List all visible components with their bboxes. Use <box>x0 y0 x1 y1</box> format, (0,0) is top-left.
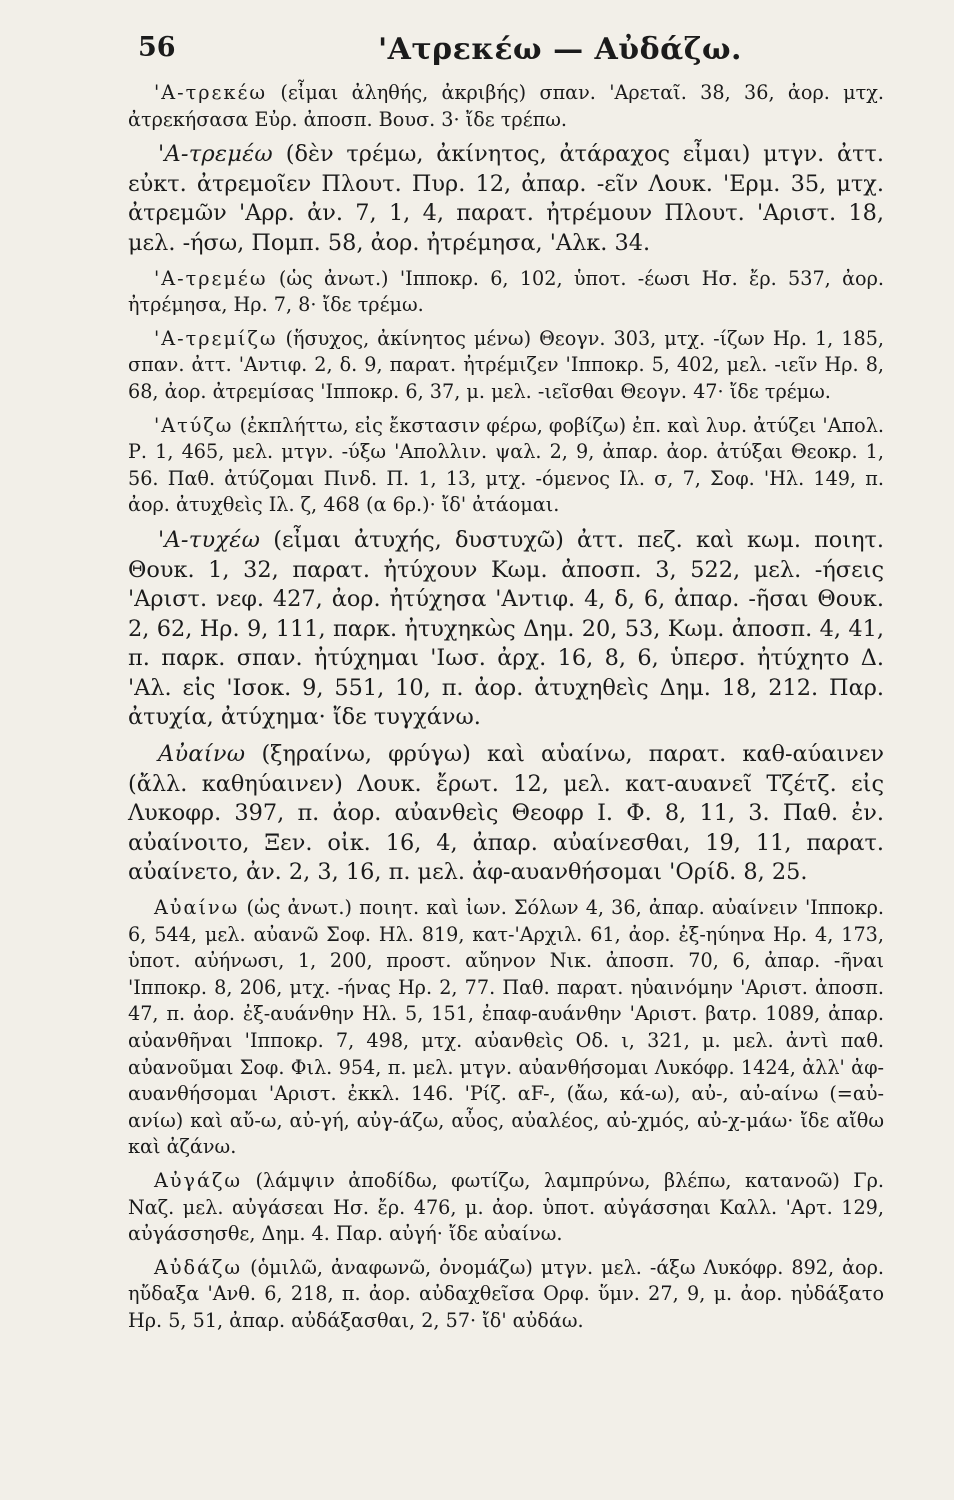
entry-body: (ἥσυχος, ἀκίνητος μένω) Θεογν. 303, μτχ. -ίζων Ηρ. 1, 185, σπαν. ἀττ. 'Αντιφ. 2, δ. 9, παρατ. ἠτρέμιζεν 'Ιπποκρ. 5, 402, μελ. -ιεῖν Ηρ. 8, 68, ἀορ. ἀτρεμίσας 'Ιπποκρ. 6, 37, μ. μελ. -ιεῖσθαι Θεογν. 47· ἴδε τρέμω. <box>128 326 884 403</box>
entry-headword: 'Α-τυχέω <box>158 526 261 553</box>
running-head: 'Ατρεκέω — Αὐδάζω. <box>378 32 742 67</box>
entry-body: (λάμψιν ἀποδίδω, φωτίζω, λαμπρύνω, βλέπω, κατανοῶ) Γρ. Ναζ. μελ. αὐγάσεαι Ησ. ἔρ. 476, μ. ἀορ. ὑποτ. αὐγάσσηαι Καλλ. 'Αρτ. 129, αὐγάσσησθε, Δημ. 4. Παρ. αὐγή· ἴδε αὐαίνω. <box>128 1168 884 1246</box>
entry-atycheo <box>128 526 884 733</box>
entry-headword: 'Α-τρεκέω <box>154 81 268 104</box>
entry-atyzo <box>128 413 884 519</box>
entry-atremizo <box>128 326 884 406</box>
entry-body: (ἐκπλήττω, εἰς ἔκστασιν φέρω, φοβίζω) ἐπ. καὶ λυρ. ἀτύζει 'Απολ. Ρ. 1, 465, μελ. μτγν. -ύξω 'Απολλιν. ψαλ. 2, 9, ἀπαρ. ἀορ. ἀτύξαι Θεοκρ. 1, 56. Παθ. ἀτύζομαι Πινδ. Π. 1, 13, μτχ. -όμενος Ιλ. σ, 7, Σοφ. 'Ηλ. 149, π. ἀορ. ἀτυχθεὶς Ιλ. ζ, 468 (α 6ρ.)· ἴδ' ἀτάομαι. <box>128 413 884 517</box>
page-number: 56 <box>138 32 176 63</box>
entries-list <box>128 80 884 1335</box>
entry-body: (ξηραίνω, φρύγω) καὶ αὑαίνω, παρατ. καθ-αύαινεν (ἄλλ. καθηύαινεν) Λουκ. ἔρωτ. 12, μελ. κατ-αυανεῖ Τζέτζ. εἰς Λυκοφρ. 397, π. ἀορ. αὐανθεὶς Θεοφρ Ι. Φ. 8, 11, 3. Παθ. ἐν. αὐαίνοιτο, Ξεν. οἰκ. 16, 4, ἀπαρ. αὐαίνεσθαι, 19, 11, παρατ. αὐαίνετο, ἀν. 2, 3, 16, π. μελ. ἀφ-αυανθήσομαι 'Ορίδ. 8, 25. <box>128 741 884 886</box>
entry-augazo <box>128 1168 884 1248</box>
entry-auaino-1 <box>128 740 884 888</box>
entry-body: (ὁμιλῶ, ἀναφωνῶ, ὀνομάζω) μτγν. μελ. -άξω Λυκόφρ. 892, ἀορ. ηὔδαξα 'Ανθ. 6, 218, π. ἀορ. αὐδαχθεῖσα Ορφ. ὕμν. 27, 9, μ. ἀορ. ηὐδάξατο Ηρ. 5, 51, ἀπαρ. αὐδάξασθαι, 2, 57· ἴδ' αὐδάω. <box>128 1255 884 1332</box>
entry-headword: Αὐαίνω <box>154 896 240 920</box>
entry-headword: Αὐαίνω <box>158 741 246 768</box>
entry-headword: Αὐδάζω <box>154 1255 243 1279</box>
entry-atremeo-1 <box>128 140 884 258</box>
entry-headword: 'Α-τρεμίζω <box>154 326 278 350</box>
entry-body: (ὡς ἀνωτ.) ποιητ. καὶ ἰων. Σόλων 4, 36, ἀπαρ. αὐαίνειν 'Ιπποκρ. 6, 544, μελ. αὐανῶ Σοφ. Ηλ. 819, κατ-'Αρχιλ. 61, ἀορ. ἐξ-ηύηνα Ηρ. 4, 173, ὑποτ. αὐήνωσι, 1, 200, προστ. αὔηνον Νικ. ἀποσπ. 70, 6, ἀπαρ. -ῆναι 'Ιπποκρ. 8, 206, μτχ. -ήνας Ηρ. 2, 77. Παθ. παρατ. ηὐαινόμην 'Αριστ. ἀποσπ. 47, π. ἀορ. ἐξ-αυάνθην Ηλ. 5, 151, ἐπαφ-αυάνθην 'Αριστ. βατρ. 1089, ἀπαρ. αὐανθῆναι 'Ιπποκρ. 7, 498, μτχ. αὐανθεὶς Οδ. ι, 321, μ. μελ. ἀντὶ παθ. αὐανοῦμαι Σοφ. Φιλ. 954, π. μελ. μτγν. αὐανθήσομαι Λυκόφρ. 1424, ἀλλ' ἀφ-αυανθήσομαι 'Αριστ. ἐκκλ. 146. 'Ρίζ. αF-, (ἄω, κά-ω), αὐ-, αὐ-αίνω (=αὐ-ανίω) καὶ αὔ-ω, αὐ-γή, αὐγ-άζω, αὖος, αὐαλέος, αὐ-χμός, αὐ-χ-μάω· ἴδε αἴθω καὶ ἀζάνω. <box>128 896 884 1159</box>
page-header <box>128 20 884 72</box>
entry-body: (ὡς ἀνωτ.) 'Ιπποκρ. 6, 102, ὑποτ. -έωσι Ησ. ἔρ. 537, ἀορ. ἠτρέμησα, Ηρ. 7, 8· ἴδε τρέμω. <box>128 266 884 317</box>
entry-atremeo-2 <box>128 266 884 319</box>
entry-headword: 'Ατύζω <box>154 413 234 437</box>
entry-atrekeo <box>128 80 884 133</box>
entry-audazo <box>128 1255 884 1335</box>
entry-body: (δὲν τρέμω, ἀκίνητος, ἀτάραχος εἶμαι) μτγν. ἀττ. εὐκτ. ἀτρεμοῖεν Πλουτ. Πυρ. 12, ἀπαρ. -εῖν Λουκ. 'Ερμ. 35, μτχ. ἀτρεμῶν 'Αρρ. ἀν. 7, 1, 4, παρατ. ἠτρέμουν Πλουτ. 'Αριστ. 18, μελ. -ήσω, Πομπ. 58, ἀορ. ἠτρέμησα, 'Αλκ. 34. <box>128 141 884 256</box>
entry-headword: 'Α-τρεμέω <box>158 141 273 168</box>
entry-body: (εἶμαι ἀληθής, ἀκριβής) σπαν. 'Αρεταῖ. 38, 36, ἀορ. μτχ. ἀτρεκήσασα Εὐρ. ἀποσπ. Βουσ. 3· ἴδε τρέπω. <box>128 81 884 131</box>
entry-body: (εἶμαι ἀτυχής, δυστυχῶ) ἀττ. πεζ. καὶ κωμ. ποιητ. Θουκ. 1, 32, παρατ. ἠτύχουν Κωμ. ἀποσπ. 3, 522, μελ. -ήσεις 'Αριστ. νεφ. 427, ἀορ. ἠτύχησα 'Αντιφ. 4, δ, 6, ἀπαρ. -ῆσαι Θουκ. 2, 62, Ηρ. 9, 111, παρκ. ἠτυχηκὼς Δημ. 20, 53, Κωμ. ἀποσπ. 4, 41, π. παρκ. σπαν. ἠτύχημαι 'Ιωσ. ἀρχ. 16, 8, 6, ὑπερσ. ἠτύχητο Δ. 'Αλ. εἰς 'Ισοκ. 9, 551, 10, π. ἀορ. ἀτυχηθεὶς Δημ. 18, 212. Παρ. ἀτυχία, ἀτύχημα· ἴδε τυγχάνω. <box>128 526 884 731</box>
entry-auaino-2 <box>128 895 884 1161</box>
entry-headword: Αὐγάζω <box>154 1168 242 1192</box>
entry-headword: 'Α-τρεμέω <box>154 266 268 290</box>
